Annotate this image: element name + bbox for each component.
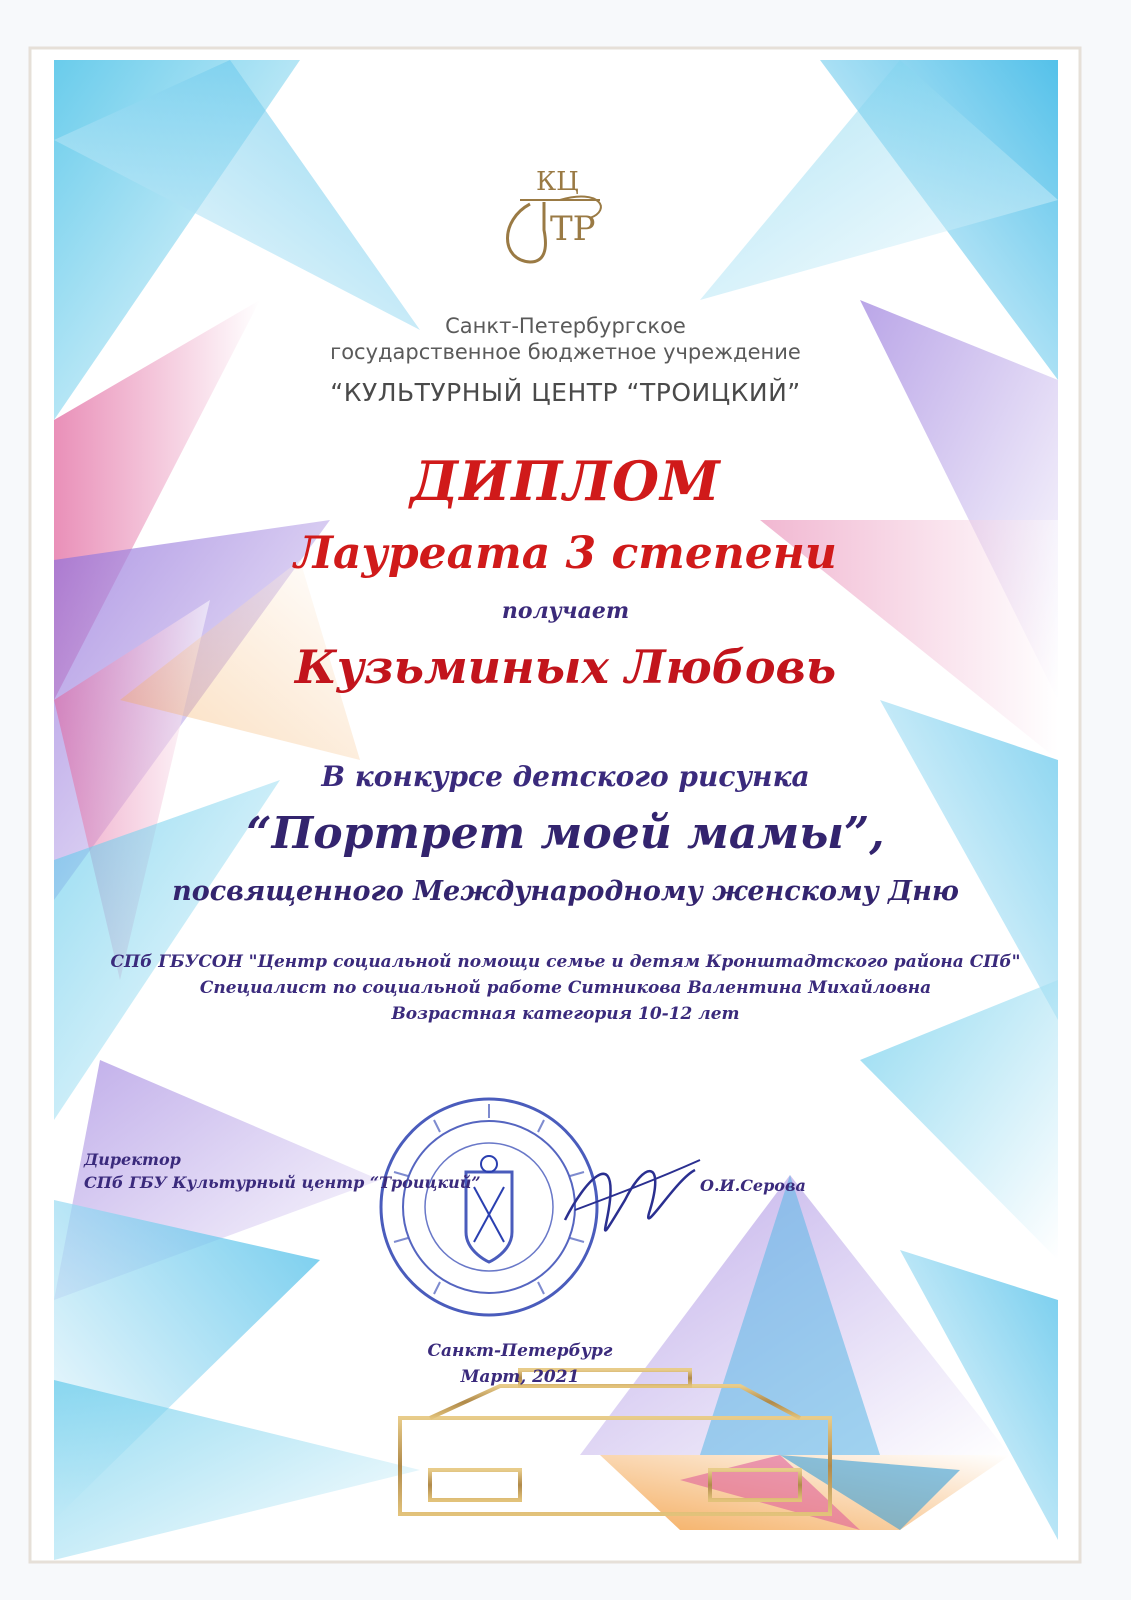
signer-name: О.И.Серова (700, 1176, 806, 1195)
contest-name: “Портрет моей мамы”, (246, 808, 885, 859)
signer-institution: СПб ГБУ Культурный центр “Троицкий” (84, 1173, 481, 1192)
org-name: “КУЛЬТУРНЫЙ ЦЕНТР “ТРОИЦКИЙ” (330, 378, 801, 407)
city: Санкт-Петербург (427, 1341, 613, 1361)
contest-intro: В конкурсе детского рисунка (321, 760, 810, 793)
laureate-degree: Лауреата 3 степени (294, 528, 837, 579)
logo (490, 160, 620, 270)
date: Март, 2021 (460, 1367, 580, 1387)
org-line-2: государственное бюджетное учреждение (330, 340, 801, 364)
details-line-2: Специалист по социальной работе Ситникова Валентина Михайловна (199, 978, 932, 998)
signature-block (84, 1148, 481, 1194)
signature-scribble (555, 1140, 705, 1260)
svg-text:ТР: ТР (550, 209, 596, 249)
org-line-1: Санкт-Петербургское (445, 314, 686, 338)
details-line-1: СПб ГБУСОН "Центр социальной помощи семье и детям Кронштадтского района СПб" (110, 952, 1021, 972)
receives-label: получает (501, 598, 630, 624)
logo-letters-top: КЦ (536, 167, 579, 197)
recipient-name: Кузьминых Любовь (294, 640, 837, 694)
place-date (390, 1338, 650, 1390)
diploma-title: ДИПЛОМ (410, 449, 721, 513)
signer-position: Директор (84, 1150, 181, 1169)
details-line-3: Возрастная категория 10-12 лет (391, 1004, 740, 1024)
contest-dedication: посвященного Международному женскому Дню (172, 876, 959, 907)
